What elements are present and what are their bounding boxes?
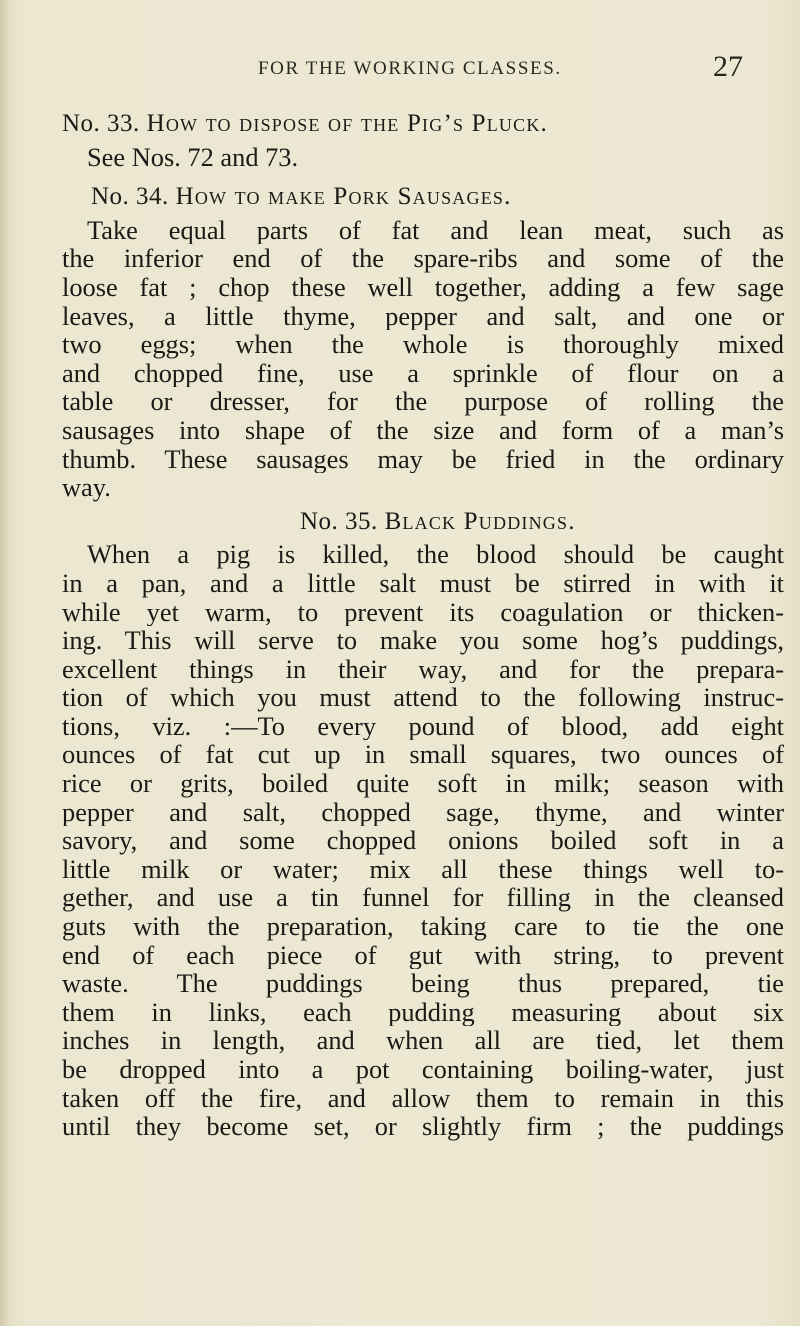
body-line: See Nos. 72 and 73. <box>87 142 299 172</box>
body-line: When a pig is killed, the blood should be caught <box>87 540 784 569</box>
body-line: two eggs; when the whole is thoroughly mixed <box>62 330 784 359</box>
body-line: pepper and salt, chopped sage, thyme, and winter <box>62 797 784 827</box>
section-number: No. 34. <box>91 183 169 211</box>
body-line: and chopped fine, use a sprinkle of flour on a <box>62 358 784 388</box>
body-line: inches in length, and when all are tied, let them <box>62 1026 784 1055</box>
body-line: loose fat ; chop these well together, adding a few sage <box>62 272 784 302</box>
section-number: No. 33. <box>62 110 140 137</box>
body-line: taken off the fire, and allow them to remain in this <box>62 1083 784 1113</box>
body-line: thumb. These sausages may be fried in the ordinary <box>62 444 784 474</box>
body-line: Take equal parts of fat and lean meat, such as <box>87 215 784 245</box>
body-line: table or dresser, for the purpose of rolling the <box>62 387 784 416</box>
body-line: tion of which you must attend to the following instruc- <box>62 683 784 712</box>
section-title: How to make Pork Sausages. <box>175 183 512 211</box>
body-line: sausages into shape of the size and form of a man’s <box>62 415 784 445</box>
page-body <box>62 110 784 1141</box>
page-gutter-shadow <box>0 0 10 1326</box>
body-line: be dropped into a pot containing boiling-water, just <box>62 1055 784 1084</box>
body-line: the inferior end of the spare-ribs and some of the <box>62 244 784 273</box>
section-heading-33 <box>62 110 784 139</box>
body-line: excellent things in their way, and for the prepara- <box>62 654 784 684</box>
body-line: leaves, a little thyme, pepper and salt, and one or <box>62 301 784 331</box>
section-title: How to dispose of the Pig’s Pluck. <box>146 110 548 137</box>
body-line: them in links, each pudding measuring about six <box>62 997 784 1027</box>
page-number: 27 <box>713 50 743 83</box>
body-line: tions, viz. :—To every pound of blood, add eight <box>62 711 784 741</box>
body-line: rice or grits, boiled quite soft in milk; season with <box>62 769 784 798</box>
section-number: No. 35. <box>300 507 378 535</box>
running-head: FOR THE WORKING CLASSES. <box>258 58 562 79</box>
body-line: gether, and use a tin funnel for filling in the cleansed <box>62 883 784 913</box>
body-line: while yet warm, to prevent its coagulation or thicken- <box>62 597 784 627</box>
body-line: way. <box>62 473 111 502</box>
body-line: end of each piece of gut with string, to prevent <box>62 940 784 970</box>
body-line: in a pan, and a little salt must be stirred in with it <box>62 568 784 598</box>
body-line: ounces of fat cut up in small squares, two ounces of <box>62 740 784 770</box>
body-line: until they become set, or slightly firm ; the puddings <box>62 1112 784 1141</box>
body-line: little milk or water; mix all these things well to- <box>62 854 784 884</box>
body-line: waste. The puddings being thus prepared, tie <box>62 969 784 998</box>
section-title: Black Puddings. <box>384 507 576 535</box>
body-line: guts with the preparation, taking care to tie the one <box>62 912 784 941</box>
section-heading-35 <box>62 508 784 537</box>
body-line: savory, and some chopped onions boiled soft in a <box>62 826 784 855</box>
section-heading-34 <box>62 183 784 212</box>
body-line: ing. This will serve to make you some hog’s puddings, <box>62 626 784 655</box>
